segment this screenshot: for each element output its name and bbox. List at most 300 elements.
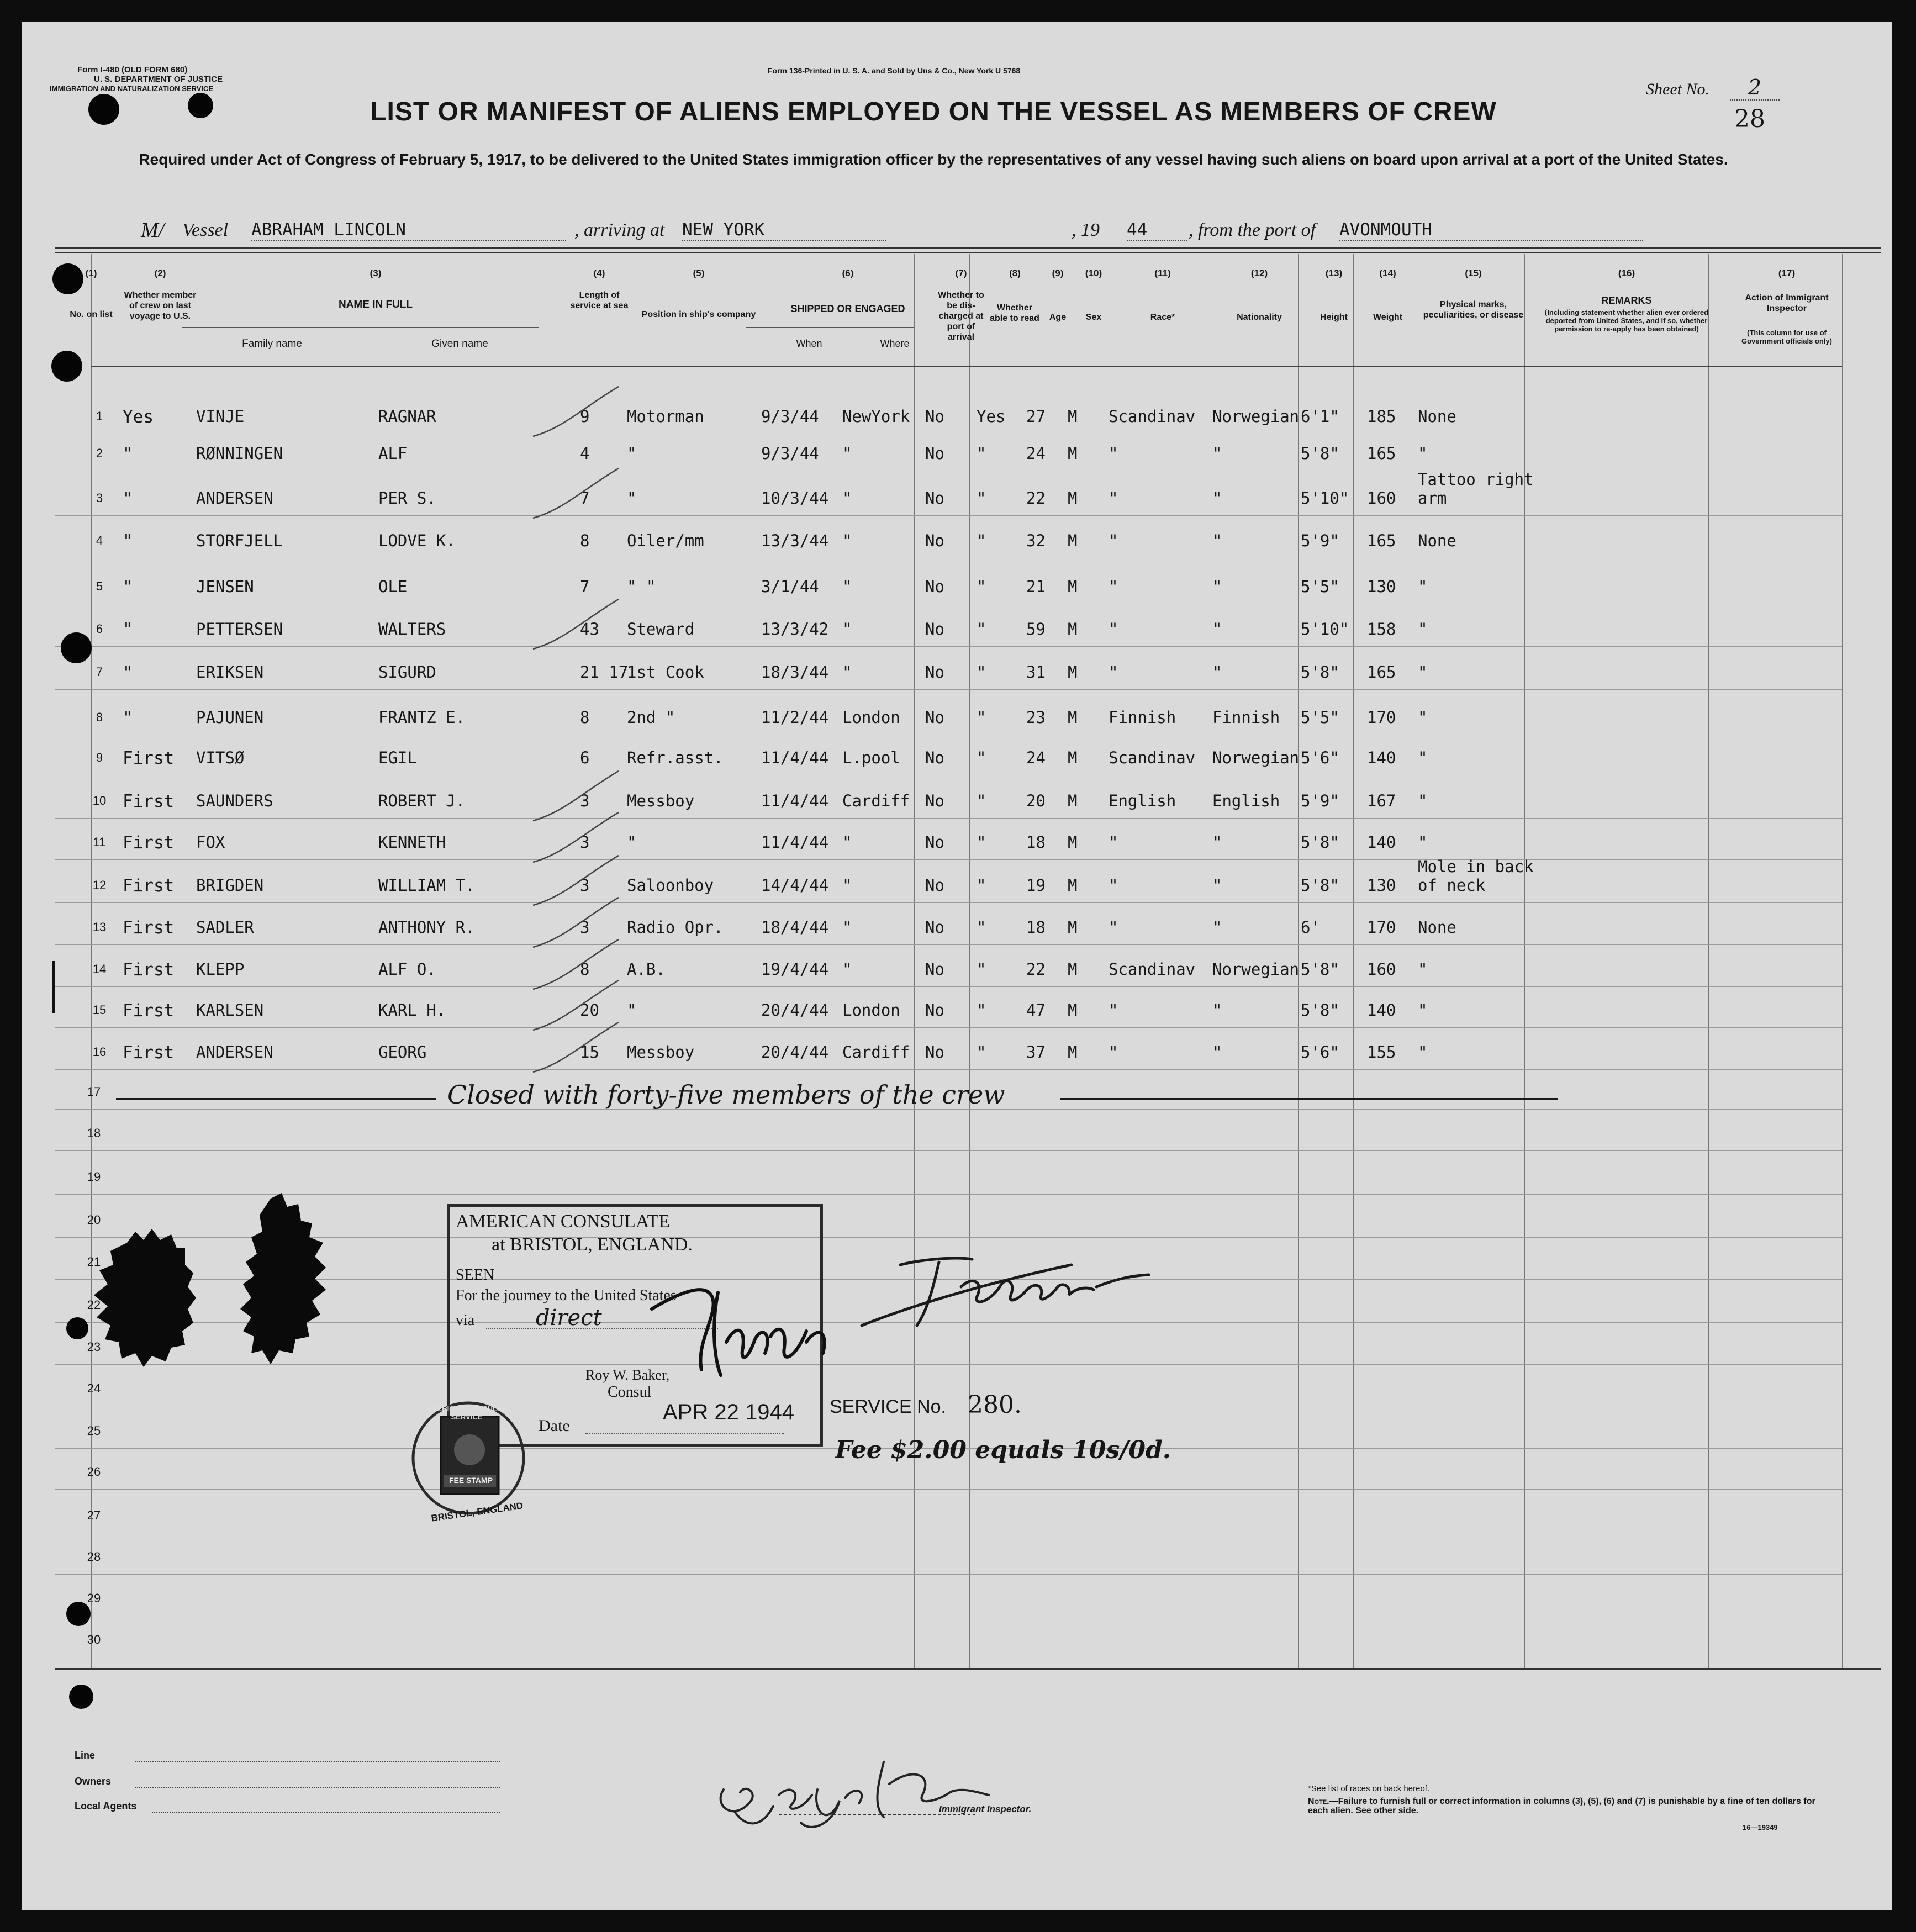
cell-disch: No	[925, 1043, 944, 1062]
cell-family: STORFJELL	[196, 531, 283, 550]
cell-where: "	[842, 620, 852, 638]
cell-family: SADLER	[196, 918, 254, 937]
cell-height: 5'8"	[1301, 960, 1339, 979]
cell-height: 5'8"	[1301, 833, 1339, 852]
cell-nat: "	[1212, 444, 1222, 463]
cell-where: "	[842, 489, 852, 508]
row-number: 25	[87, 1424, 101, 1438]
cell-race: "	[1109, 1001, 1118, 1020]
cell-age: 21	[1026, 577, 1046, 596]
cell-weight: 165	[1367, 531, 1396, 550]
cell-service: 7	[580, 489, 590, 508]
cell-nat: "	[1212, 577, 1222, 596]
cell-where: "	[842, 960, 852, 979]
cell-no: 7	[96, 665, 103, 679]
service-label: SERVICE No.	[830, 1396, 947, 1417]
cell-nat: "	[1212, 1043, 1222, 1062]
departure-port: AVONMOUTH	[1339, 220, 1643, 241]
note-text: —Failure to furnish full or correct information in columns (3), (5), (6) and (7) is punishable by a fine of ten dollars for each alien. See other side.	[1308, 1797, 1815, 1815]
cell-marks: "	[1418, 960, 1428, 979]
cell-when: 3/1/44	[761, 577, 819, 596]
cell-family: PETTERSEN	[196, 620, 283, 638]
cell-where: "	[842, 918, 852, 937]
cell-family: VINJE	[196, 407, 245, 426]
col3-number: (3)	[370, 268, 382, 278]
cell-nat: Norwegian	[1212, 960, 1300, 979]
cell-height: 5'10"	[1301, 620, 1349, 638]
cell-height: 5'5"	[1301, 708, 1339, 727]
cell-sex: M	[1068, 918, 1078, 937]
cell-service: 6	[580, 748, 590, 767]
closing-note: Closed with forty-five members of the crew	[447, 1080, 1005, 1110]
row-number: 26	[87, 1465, 101, 1479]
cell-height: 5'10"	[1301, 489, 1349, 508]
col9-number: (9)	[1052, 268, 1064, 278]
inspector-label: Immigrant Inspector.	[939, 1804, 1032, 1814]
cell-where: "	[842, 531, 852, 550]
cell-where: Cardiff	[842, 791, 910, 810]
voyage-year: 44	[1127, 220, 1187, 241]
cell-family: SAUNDERS	[196, 791, 273, 810]
cell-disch: No	[925, 577, 944, 596]
cell-when: 11/4/44	[761, 791, 829, 810]
cell-when: 14/4/44	[761, 876, 829, 895]
cell-service: 4	[580, 444, 590, 463]
cell-weight: 130	[1367, 876, 1396, 895]
cell-marks: None	[1418, 531, 1456, 550]
cell-disch: No	[925, 876, 944, 895]
cell-given: ALF	[378, 444, 408, 463]
cell-nat: English	[1212, 791, 1280, 810]
cell-nat: "	[1212, 876, 1222, 895]
cell-prev: First	[123, 1043, 175, 1063]
cell-prev: First	[123, 833, 175, 853]
cell-sex: M	[1068, 876, 1078, 895]
cell-service: 21 17	[580, 663, 629, 682]
cell-when: 13/3/44	[761, 531, 829, 550]
cell-given: ALF O.	[378, 960, 436, 979]
col13-label: Height	[1320, 313, 1348, 322]
row-number: 30	[87, 1633, 101, 1646]
cell-family: ANDERSEN	[196, 489, 273, 508]
cell-no: 15	[92, 1003, 107, 1017]
cell-age: 20	[1026, 791, 1046, 810]
cell-when: 20/4/44	[761, 1001, 829, 1020]
footer-agents-label: Local Agents	[75, 1801, 137, 1812]
cell-disch: No	[925, 620, 944, 638]
cell-read: "	[977, 663, 986, 682]
cell-when: 11/4/44	[761, 748, 829, 767]
cell-weight: 140	[1367, 833, 1396, 852]
cell-where: "	[842, 876, 852, 895]
cell-where: Cardiff	[842, 1043, 910, 1062]
fee-note: Fee $2.00 equals 10s/0d.	[835, 1436, 1171, 1464]
col2-label: Whether member of crew on last voyage to U.S.	[124, 291, 197, 321]
cell-position: "	[627, 833, 637, 852]
cell-position: Motorman	[627, 407, 704, 426]
cell-race: "	[1109, 489, 1118, 508]
cell-given: LODVE K.	[378, 531, 456, 550]
cell-position: 1st Cook	[627, 663, 704, 682]
cell-nat: "	[1212, 1001, 1222, 1020]
cell-height: 5'6"	[1301, 748, 1339, 767]
cell-prev: "	[123, 489, 133, 509]
cell-race: English	[1109, 791, 1176, 810]
cell-marks: "	[1418, 444, 1428, 463]
row-number: 23	[87, 1340, 101, 1354]
col6-number: (6)	[842, 268, 854, 278]
note-label: Note.	[1308, 1797, 1329, 1806]
cell-race: "	[1109, 620, 1118, 638]
cell-position: "	[627, 444, 637, 463]
cell-service: 3	[580, 791, 590, 810]
col8-number: (8)	[1009, 268, 1021, 278]
cell-no: 6	[96, 622, 103, 636]
cell-race: Scandinav	[1109, 748, 1196, 767]
cell-weight: 185	[1367, 407, 1396, 426]
cell-no: 2	[96, 446, 103, 460]
cell-race: Scandinav	[1109, 407, 1196, 426]
cell-when: 9/3/44	[761, 407, 819, 426]
cell-service: 3	[580, 918, 590, 937]
cell-given: WILLIAM T.	[378, 876, 475, 895]
cell-marks: Tattoo right arm	[1418, 470, 1534, 508]
cell-no: 14	[92, 962, 107, 976]
cell-service: 8	[580, 531, 590, 550]
row-number: 20	[87, 1213, 101, 1227]
cell-given: WALTERS	[378, 620, 446, 638]
cell-family: VITSØ	[196, 748, 245, 767]
vessel-name: ABRAHAM LINCOLN	[251, 220, 566, 241]
cell-given: EGIL	[378, 748, 417, 767]
col16-label: REMARKS	[1601, 295, 1652, 306]
cell-marks: "	[1418, 1043, 1428, 1062]
cell-no: 11	[93, 835, 106, 849]
cell-where: "	[842, 833, 852, 852]
col12-number: (12)	[1250, 268, 1268, 278]
cell-prev: First	[123, 791, 175, 811]
cell-sex: M	[1068, 708, 1078, 727]
cell-given: ROBERT J.	[378, 791, 466, 810]
cell-marks: Mole in back of neck	[1418, 857, 1534, 895]
cell-sex: M	[1068, 620, 1078, 638]
cell-disch: No	[925, 833, 944, 852]
cell-age: 37	[1026, 1043, 1046, 1062]
cell-service: 3	[580, 833, 590, 852]
cell-prev: First	[123, 960, 175, 980]
cell-given: OLE	[378, 577, 408, 596]
cell-no: 5	[96, 579, 103, 593]
row-number: 18	[87, 1126, 101, 1140]
voyage-prefix: M/	[141, 219, 165, 242]
cell-where: NewYork	[842, 407, 910, 426]
cell-prev: First	[123, 918, 175, 938]
cell-service: 3	[580, 876, 590, 895]
col10-label: Sex	[1085, 313, 1102, 322]
col10-number: (10)	[1085, 268, 1102, 278]
cell-weight: 140	[1367, 1001, 1396, 1020]
cell-nat: Finnish	[1212, 708, 1280, 727]
col4-label: Length of service at sea	[570, 291, 629, 310]
cell-when: 10/3/44	[761, 489, 829, 508]
cell-where: "	[842, 577, 852, 596]
col5-number: (5)	[693, 268, 705, 278]
cell-weight: 170	[1367, 918, 1396, 937]
cell-read: "	[977, 876, 986, 895]
cell-sex: M	[1068, 748, 1078, 767]
cell-read: "	[977, 791, 986, 810]
cell-prev: "	[123, 620, 133, 640]
cell-no: 8	[96, 710, 103, 724]
row-number: 24	[87, 1381, 101, 1395]
year-prefix: , 19	[1072, 220, 1100, 240]
agency-line-2: IMMIGRATION AND NATURALIZATION SERVICE	[50, 85, 214, 93]
page-title: LIST OR MANIFEST OF ALIENS EMPLOYED ON THE VESSEL AS MEMBERS OF CREW	[370, 97, 1497, 126]
cell-read: "	[977, 444, 986, 463]
cell-race: "	[1109, 531, 1118, 550]
cell-no: 12	[92, 878, 107, 892]
cell-position: A.B.	[627, 960, 666, 979]
col11-label: Race*	[1150, 313, 1175, 322]
cell-read: "	[977, 1043, 986, 1062]
cell-position: " "	[627, 577, 656, 596]
col15-number: (15)	[1465, 268, 1482, 278]
cell-weight: 130	[1367, 577, 1396, 596]
cell-given: GEORG	[378, 1043, 427, 1062]
cell-disch: No	[925, 489, 944, 508]
cell-marks: "	[1418, 577, 1428, 596]
cell-sex: M	[1068, 577, 1078, 596]
col7-number: (7)	[955, 268, 967, 278]
footer-line-label: Line	[75, 1750, 96, 1761]
cell-read: "	[977, 577, 986, 596]
cell-where: London	[842, 708, 900, 727]
cell-marks: "	[1418, 748, 1428, 767]
cell-read: "	[977, 489, 986, 508]
col5-label: Position in ship's company	[641, 310, 756, 319]
page-number: 28	[1734, 105, 1765, 133]
cell-race: "	[1109, 918, 1118, 937]
cell-given: ANTHONY R.	[378, 918, 475, 937]
cell-age: 47	[1026, 1001, 1046, 1020]
sheet-label: Sheet No.	[1646, 80, 1709, 98]
cell-disch: No	[925, 791, 944, 810]
cell-marks: None	[1418, 918, 1456, 937]
cell-marks: None	[1418, 407, 1456, 426]
cell-no: 3	[96, 491, 103, 505]
cell-service: 43	[580, 620, 599, 638]
cell-marks: "	[1418, 663, 1428, 682]
consul-title: Consul	[608, 1384, 652, 1401]
cell-height: 6'1"	[1301, 407, 1339, 426]
cell-prev: "	[123, 708, 133, 728]
col16-number: (16)	[1618, 268, 1635, 278]
cell-sex: M	[1068, 1001, 1078, 1020]
form-id: Form I-480 (OLD FORM 680)	[77, 65, 188, 75]
sheet-number: 2	[1730, 75, 1780, 101]
cell-when: 18/3/44	[761, 663, 829, 682]
cell-read: "	[977, 1001, 986, 1020]
cell-disch: No	[925, 708, 944, 727]
cell-height: 5'8"	[1301, 444, 1339, 463]
cell-family: ERIKSEN	[196, 663, 264, 682]
cell-service: 20	[580, 1001, 599, 1020]
cell-when: 11/4/44	[761, 833, 829, 852]
cell-when: 11/2/44	[761, 708, 829, 727]
cell-sex: M	[1068, 833, 1078, 852]
manifest-sheet	[22, 22, 1892, 1910]
col15-label: Physical marks, peculiarities, or disease	[1423, 300, 1524, 320]
cell-where: London	[842, 1001, 900, 1020]
cell-family: JENSEN	[196, 577, 254, 596]
col8-label: Whether able to read	[990, 303, 1039, 323]
cell-sex: M	[1068, 1043, 1078, 1062]
cell-no: 1	[96, 409, 103, 423]
cell-height: 5'5"	[1301, 577, 1339, 596]
cell-family: KARLSEN	[196, 1001, 264, 1020]
cell-sex: M	[1068, 489, 1078, 508]
cell-weight: 140	[1367, 748, 1396, 767]
cell-disch: No	[925, 960, 944, 979]
cell-when: 9/3/44	[761, 444, 819, 463]
cell-read: "	[977, 531, 986, 550]
cell-nat: "	[1212, 918, 1222, 937]
cell-when: 18/4/44	[761, 918, 829, 937]
col3-label: NAME IN FULL	[338, 299, 413, 310]
cell-nat: "	[1212, 489, 1222, 508]
cell-service: 7	[580, 577, 590, 596]
cell-position: 2nd "	[627, 708, 675, 727]
cell-weight: 165	[1367, 663, 1396, 682]
cell-when: 13/3/42	[761, 620, 829, 638]
journey-text: For the journey to the United States	[456, 1287, 677, 1304]
cell-where: "	[842, 444, 852, 463]
cell-marks: "	[1418, 1001, 1428, 1020]
consulate-line-1: AMERICAN CONSULATE	[456, 1211, 671, 1232]
col9-label: Age	[1049, 313, 1067, 322]
cell-family: ANDERSEN	[196, 1043, 273, 1062]
cell-race: Finnish	[1109, 708, 1176, 727]
col3-family-label: Family name	[242, 338, 302, 350]
cell-weight: 165	[1367, 444, 1396, 463]
cell-position: Oiler/mm	[627, 531, 704, 550]
cell-marks: "	[1418, 791, 1428, 810]
cell-prev: "	[123, 577, 133, 597]
cell-given: FRANTZ E.	[378, 708, 466, 727]
cell-service: 8	[580, 708, 590, 727]
cell-nat: "	[1212, 663, 1222, 682]
cell-where: "	[842, 663, 852, 682]
cell-position: Saloonboy	[627, 876, 714, 895]
cell-sex: M	[1068, 531, 1078, 550]
seen-label: SEEN	[456, 1266, 494, 1284]
cell-height: 5'9"	[1301, 531, 1339, 550]
cell-weight: 170	[1367, 708, 1396, 727]
cell-nat: "	[1212, 833, 1222, 852]
cell-weight: 158	[1367, 620, 1396, 638]
cell-prev: First	[123, 876, 175, 896]
cell-read: "	[977, 960, 986, 979]
col4-number: (4)	[593, 268, 605, 278]
cell-disch: No	[925, 407, 944, 426]
cell-height: 5'8"	[1301, 1001, 1339, 1020]
cell-family: PAJUNEN	[196, 708, 264, 727]
cell-marks: "	[1418, 708, 1428, 727]
col13-number: (13)	[1325, 268, 1343, 278]
col11-number: (11)	[1154, 268, 1171, 278]
row-number: 27	[87, 1508, 101, 1522]
cell-given: RAGNAR	[378, 407, 436, 426]
col17-number: (17)	[1778, 268, 1796, 278]
stamp-date: APR 22 1944	[663, 1400, 794, 1424]
cell-age: 24	[1026, 748, 1046, 767]
cell-age: 59	[1026, 620, 1046, 638]
cell-height: 6'	[1301, 918, 1320, 937]
cell-when: 19/4/44	[761, 960, 829, 979]
cell-sex: M	[1068, 407, 1078, 426]
cell-weight: 160	[1367, 489, 1396, 508]
cell-given: PER S.	[378, 489, 436, 508]
cell-weight: 155	[1367, 1043, 1396, 1062]
row-number: 28	[87, 1550, 101, 1564]
col1-number: (1)	[85, 268, 97, 278]
cell-no: 10	[92, 794, 107, 807]
col14-number: (14)	[1379, 268, 1396, 278]
col1-label: No. on list	[70, 310, 113, 319]
cell-age: 23	[1026, 708, 1046, 727]
cell-height: 5'6"	[1301, 1043, 1339, 1062]
cell-position: Refr.asst.	[627, 748, 724, 767]
cell-where: L.pool	[842, 748, 900, 767]
cell-height: 5'9"	[1301, 791, 1339, 810]
cell-no: 4	[96, 534, 103, 547]
cell-no: 13	[92, 920, 107, 934]
cell-age: 19	[1026, 876, 1046, 895]
agency-line-1: U. S. DEPARTMENT OF JUSTICE	[94, 75, 223, 84]
arriving-port: NEW YORK	[682, 220, 886, 241]
cell-nat: Norwegian	[1212, 748, 1300, 767]
cell-age: 18	[1026, 833, 1046, 852]
via-value: direct	[536, 1305, 602, 1331]
printer-line: Form 136-Printed in U. S. A. and Sold by Uns & Co., New York U 5768	[768, 66, 1021, 75]
row-number: 17	[87, 1085, 101, 1099]
cell-age: 18	[1026, 918, 1046, 937]
cell-read: "	[977, 620, 986, 638]
footer-owners-label: Owners	[75, 1776, 112, 1787]
cell-disch: No	[925, 663, 944, 682]
col17-note: (This column for use of Government officials only)	[1741, 329, 1832, 345]
form-code: 16—19349	[1743, 1823, 1778, 1831]
col6-where-label: Where	[880, 338, 910, 349]
row-number: 29	[87, 1591, 101, 1605]
cell-when: 20/4/44	[761, 1043, 829, 1062]
cell-no: 16	[92, 1045, 107, 1059]
cell-family: KLEPP	[196, 960, 245, 979]
consulate-line-2: at BRISTOL, ENGLAND.	[492, 1234, 693, 1255]
revenue-stamp-top: AMERICAN CONSULAR SERVICE	[426, 1405, 508, 1421]
cell-read: "	[977, 833, 986, 852]
col12-label: Nationality	[1237, 313, 1282, 322]
cell-position: "	[627, 489, 637, 508]
cell-family: FOX	[196, 833, 225, 852]
cell-read: "	[977, 748, 986, 767]
col3-given-label: Given name	[431, 338, 488, 350]
cell-marks: "	[1418, 620, 1428, 638]
cell-disch: No	[925, 1001, 944, 1020]
cell-given: KARL H.	[378, 1001, 446, 1020]
cell-prev: First	[123, 748, 175, 768]
cell-height: 5'8"	[1301, 663, 1339, 682]
